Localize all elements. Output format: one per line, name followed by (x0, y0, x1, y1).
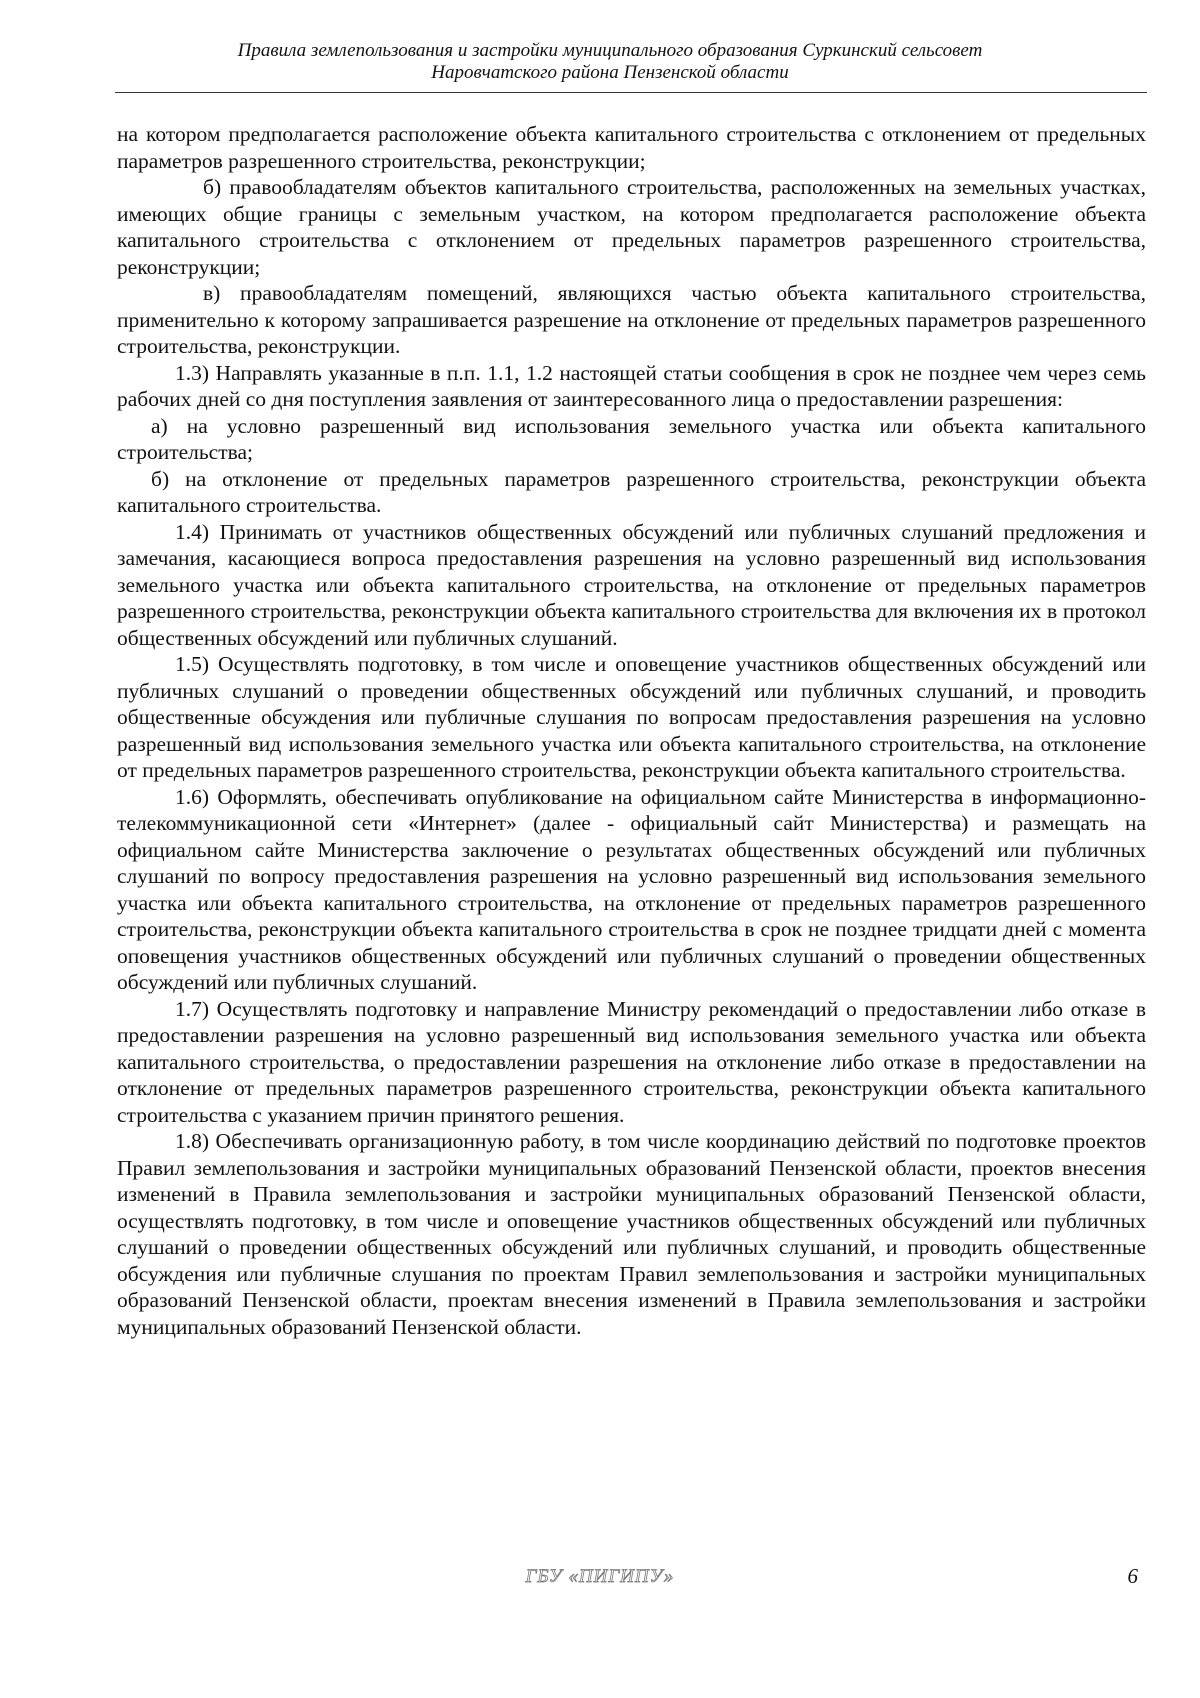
paragraph: а) на условно разрешенный вид использования земельного участка или объекта капитального строительства; (117, 413, 1146, 464)
paragraph: 1.3) Направлять указанные в п.п. 1.1, 1.2 настоящей статьи сообщения в срок не позднее чем через семь рабочих дней со дня поступления заявления от заинтересованного лица о предоставлении разрешения: (117, 360, 1146, 411)
header-line-2: Наровчатского района Пензенской области (431, 62, 789, 83)
header-line-1: Правила землепользования и застройки муниципального образования Суркинский сельсовет (237, 40, 983, 61)
page-number: 6 (1127, 1564, 1138, 1588)
footer-organization: ГБУ «ПИГИПУ» (525, 1566, 675, 1587)
paragraph: 1.4) Принимать от участников общественных обсуждений или публичных слушаний предложения и замечания, касающиеся вопроса предоставления разрешения на условно разрешенный вид использования земельного участка или объекта капитального строительства, на отклонение от предельных параметров разрешенного строительства, реконструкции объекта капитального строительства для включения их в протокол общественных обсуждений или публичных слушаний. (117, 519, 1146, 650)
paragraph: б) на отклонение от предельных параметров разрешенного строительства, реконструкции объекта капитального строительства. (117, 466, 1146, 517)
paragraph: 1.8) Обеспечивать организационную работу, в том числе координацию действий по подготовке проектов Правил землепользования и застройки муниципальных образований Пензенской области, проектов внесения изменений в Правила землепользования и застройки муниципальных образований Пензенской области, осуществлять подготовку, в том числе и оповещение участников общественных обсуждений или публичных слушаний о проведении общественных обсуждений или публичных слушаний, и проводить общественные обсуждения или публичные слушания по проектам Правил землепользования и застройки муниципальных образований Пензенской области, проектам внесения изменений в Правила землепользования и застройки муниципальных образований Пензенской области. (117, 1129, 1146, 1339)
paragraph: 1.5) Осуществлять подготовку, в том числе и оповещение участников общественных обсуждений или публичных слушаний о проведении общественных обсуждений или публичных слушаний, и проводить общественные обсуждения или публичные слушания по вопросам предоставления разрешения на условно разрешенный вид использования земельного участка или объекта капитального строительства, на отклонение от предельных параметров разрешенного строительства, реконструкции объекта капитального строительства. (117, 652, 1146, 782)
paragraph: в) правообладателям помещений, являющихся частью объекта капитального строительства, применительно к которому запрашивается разрешение на отклонение от предельных параметров разрешенного строительства, реконструкции. (117, 281, 1146, 358)
paragraph: 1.7) Осуществлять подготовку и направление Министру рекомендаций о предоставлении либо отказе в предоставлении разрешения на условно разрешенный вид использования земельного участка или объекта капитального строительства, о предоставлении разрешения на отклонение либо отказе в предоставлении на отклонение от предельных параметров разрешенного строительства, реконструкции объекта капитального строительства с указанием причин принятого решения. (117, 996, 1146, 1127)
paragraph: б) правообладателям объектов капитального строительства, расположенных на земельных участках, имеющих общие границы с земельным участком, на котором предполагается расположение объекта капитального строительства с отклонением от предельных параметров разрешенного строительства, реконструкции; (117, 175, 1146, 279)
document-body (117, 121, 1146, 1340)
paragraph: 1.6) Оформлять, обеспечивать опубликование на официальном сайте Министерства в информационно-телекоммуникационной сети «Интернет» (далее - официальный сайт Министерства) и размещать на официальном сайте Министерства заключение о результатах общественных обсуждений или публичных слушаний по вопросу предоставления разрешения на условно разрешенный вид использования земельного участка или объекта капитального строительства, на отклонение от предельных параметров разрешенного строительства, реконструкции объекта капитального строительства в срок не позднее тридцати дней с момента оповещения участников общественных обсуждений или публичных слушаний о проведении общественных обсуждений или публичных слушаний. (117, 784, 1146, 994)
header-divider (115, 92, 1147, 93)
paragraph: на котором предполагается расположение объекта капитального строительства с отклонением от предельных параметров разрешенного строительства, реконструкции; (117, 122, 1146, 173)
running-header (115, 40, 1105, 84)
